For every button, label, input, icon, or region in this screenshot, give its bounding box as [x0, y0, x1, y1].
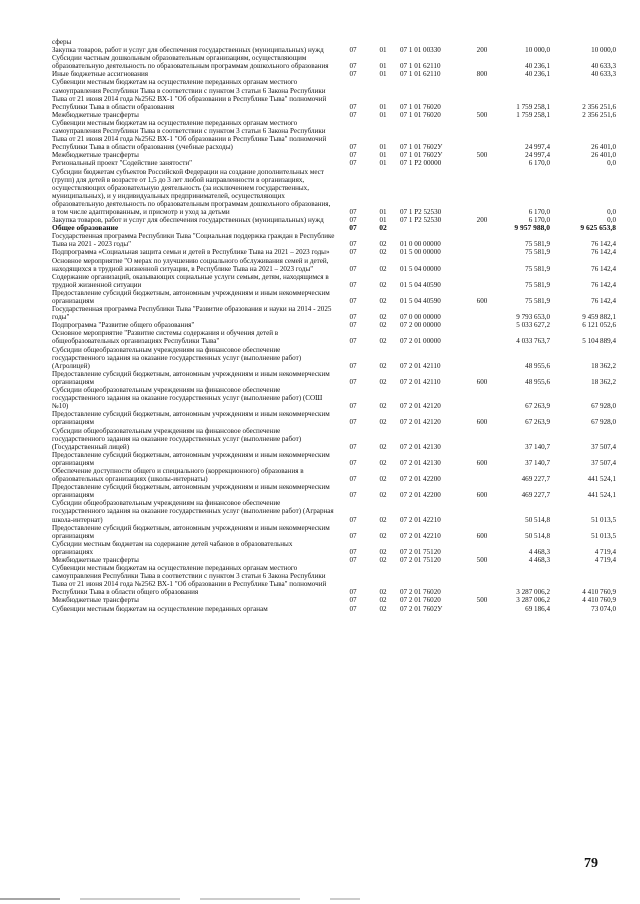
row-name: Предоставление субсидий бюджетным, автономным учреждениям и иным некоммерческим организациям [52, 450, 330, 467]
row-subsection-code: 02 [379, 531, 387, 540]
row-subsection-code: 02 [379, 280, 387, 289]
row-section-code: 07 [349, 604, 357, 613]
row-expense-type [468, 257, 496, 273]
row-name: Обеспечение доступности общего и специального (коррекционного) образования в образовательных организациях (школы-интернаты) [52, 466, 304, 484]
row-target-article: 07 1 01 7602У [400, 151, 443, 160]
row-expense-type [468, 159, 496, 167]
row-name: Субвенции местным бюджетам на осуществление переданных органам [52, 604, 268, 613]
row-section-code: 07 [349, 223, 357, 233]
row-section-code: 07 [349, 70, 357, 79]
table-row [52, 370, 616, 386]
row-name: Субсидии местным бюджетам на содержание детей чабанов в образовательных организациях [52, 539, 293, 556]
row-section-code: 07 [349, 402, 357, 411]
row-amount-year-1: 50 514,8 [525, 531, 550, 540]
row-expense-type: 500 [476, 556, 488, 564]
row-expense-type: 800 [476, 70, 488, 79]
row-target-article: 07 0 00 00000 [400, 313, 441, 322]
row-amount-year-2: 441 524,1 [587, 475, 616, 484]
row-name: Основное мероприятие "Развитие системы содержания и обучения детей в общеобразовательных организациях Республики Тыва" [52, 329, 279, 346]
row-amount-year-1: 10 000,0 [525, 46, 550, 55]
row-amount-year-2: 9 625 653,8 [580, 223, 616, 233]
table-row [52, 224, 616, 232]
row-section-code: 07 [349, 143, 357, 152]
row-subsection-code: 02 [379, 547, 387, 556]
row-expense-type [468, 168, 496, 217]
row-name: Субсидии частным дошкольным образовательным организациям, осуществляющим образовательную деятельность по образовательным программам дошкольного образования [52, 54, 329, 71]
row-expense-type: 600 [476, 418, 488, 427]
row-expense-type [468, 499, 496, 523]
row-subsection-code: 02 [379, 402, 387, 411]
row-subsection-code: 02 [379, 240, 387, 249]
table-row [52, 410, 616, 426]
row-subsection-code: 02 [379, 458, 387, 467]
table-row [52, 605, 616, 613]
row-name: сферы [52, 38, 72, 46]
row-subsection-code: 02 [379, 596, 387, 605]
row-name: Предоставление субсидий бюджетным, автономным учреждениям и иным некоммерческим организациям [52, 288, 330, 305]
row-subsection-code: 02 [379, 223, 387, 233]
row-amount-year-1: 50 514,8 [525, 515, 550, 524]
row-amount-year-1: 37 140,7 [525, 458, 550, 467]
row-amount-year-2: 51 013,5 [591, 531, 616, 540]
row-target-article: 01 0 00 00000 [400, 240, 441, 249]
row-expense-type: 200 [476, 46, 488, 55]
row-subsection-code: 01 [379, 207, 387, 216]
row-target-article: 07 2 01 76020 [400, 588, 441, 597]
row-amount-year-1: 67 263,9 [525, 418, 550, 427]
row-section-code: 07 [349, 531, 357, 540]
table-row [52, 119, 616, 151]
row-name: Субсидии бюджетам субъектов Российской Федерации на создание дополнительных мест (групп) для детей в возрасте от 1,5 до 3 лет любой направленности в организациях, осуществляющих образовательную деятельность (за исключением государственных, муниципальных), и у индивидуальных предпринимателей, осуществляющих образовательную деятельность по образовательным программам дошкольного образования, в том числе адаптированным, и присмотр и уход за детьми [52, 167, 331, 216]
row-target-article: 07 1 01 62110 [400, 70, 441, 79]
row-amount-year-2: 76 142,4 [591, 248, 616, 257]
row-amount-year-1: 24 997,4 [525, 151, 550, 160]
row-subsection-code: 01 [379, 151, 387, 160]
row-target-article [398, 224, 468, 232]
row-subsection-code: 02 [379, 321, 387, 330]
row-amount-year-2: 40 633,3 [591, 70, 616, 79]
table-row [52, 159, 616, 167]
row-subsection-code: 01 [379, 102, 387, 111]
row-target-article: 07 2 01 42120 [400, 402, 441, 411]
row-expense-type [468, 605, 496, 613]
row-expense-type [468, 467, 496, 483]
row-target-article: 07 1 01 7602У [400, 143, 443, 152]
row-target-article: 07 1 01 76020 [400, 102, 441, 111]
table-row [52, 540, 616, 556]
table-row [52, 46, 616, 54]
row-target-article: 01 5 00 00000 [400, 248, 441, 257]
row-amount-year-1: 67 263,9 [525, 402, 550, 411]
table-row [52, 232, 616, 248]
row-target-article: 07 2 01 42110 [400, 361, 441, 370]
row-amount-year-1 [496, 38, 560, 46]
row-amount-year-1: 75 581,9 [525, 280, 550, 289]
row-subsection-code: 02 [379, 588, 387, 597]
row-expense-type [468, 346, 496, 370]
row-amount-year-2: 0,0 [607, 207, 616, 216]
row-subsection-code: 02 [379, 418, 387, 427]
footer-scan-lines [0, 893, 640, 904]
row-target-article: 07 2 01 7602У [400, 604, 443, 613]
row-subsection-code: 01 [379, 62, 387, 71]
row-amount-year-2: 51 013,5 [591, 515, 616, 524]
row-name: Субсидии общеобразовательным учреждениям на финансовое обеспечение государственного задания на оказание государственных услуг (выполнение работ) (Аграрная школа-интернат) [52, 499, 334, 524]
row-amount-year-2: 4 719,4 [594, 556, 616, 564]
row-subsection-code: 01 [379, 46, 387, 55]
table-row [52, 564, 616, 596]
row-amount-year-2: 67 928,0 [591, 418, 616, 427]
row-subsection-code: 02 [379, 313, 387, 322]
row-amount-year-2: 18 362,2 [591, 377, 616, 386]
row-amount-year-2: 4 410 760,9 [582, 588, 616, 597]
row-expense-type [468, 78, 496, 110]
table-row [52, 321, 616, 329]
row-name: Межбюджетные трансферты [52, 596, 139, 605]
row-target-article: 07 2 01 00000 [400, 337, 441, 346]
row-amount-year-1: 3 287 006,2 [516, 588, 550, 597]
row-amount-year-1: 69 186,4 [525, 604, 550, 613]
row-section-code: 07 [349, 337, 357, 346]
row-amount-year-2: 5 104 889,4 [582, 337, 616, 346]
row-amount-year-1: 75 581,9 [525, 248, 550, 257]
row-section-code: 07 [349, 110, 357, 119]
row-expense-type [468, 119, 496, 151]
row-amount-year-1: 4 468,3 [528, 547, 550, 556]
row-section-code: 07 [349, 159, 357, 168]
row-section-code: 07 [349, 442, 357, 451]
row-amount-year-2: 40 633,3 [591, 62, 616, 71]
row-amount-year-2: 26 401,0 [591, 143, 616, 152]
row-amount-year-1: 469 227,7 [521, 475, 550, 484]
row-subsection-code: 02 [379, 556, 387, 564]
row-expense-type: 500 [476, 151, 488, 160]
table-row [52, 168, 616, 217]
row-subsection-code: 02 [379, 475, 387, 484]
row-name: Предоставление субсидий бюджетным, автономным учреждениям и иным некоммерческим организациям [52, 410, 330, 427]
row-target-article: 07 2 01 75120 [400, 556, 441, 564]
row-expense-type [468, 386, 496, 410]
row-amount-year-2: 9 459 882,1 [582, 313, 616, 322]
row-section-code: 07 [349, 418, 357, 427]
row-target-article: 07 2 01 42120 [400, 418, 441, 427]
row-name: Подпрограмма «Социальная защита семьи и детей в Республике Тыва на 2021 – 2023 годы» [52, 248, 330, 257]
row-subsection-code: 01 [379, 110, 387, 119]
row-subsection-code: 02 [379, 264, 387, 273]
row-expense-type [468, 321, 496, 329]
row-section-code: 07 [349, 377, 357, 386]
row-expense-type: 200 [476, 216, 488, 225]
row-expense-type [468, 305, 496, 321]
row-amount-year-1: 40 236,1 [525, 70, 550, 79]
row-target-article: 07 2 01 42210 [400, 515, 441, 524]
row-name: Субвенции местным бюджетам на осуществление переданных органам местного самоуправления Республики Тыва в соответствии с пунктом 3 статьи 6 Закона Республики Тыва от 21 июня 2014 года №2562 ВХ-1 "Об образовании в Республике Тыва" полномочий Республики Тыва в области общего образования [52, 564, 327, 597]
row-subsection-code: 01 [379, 70, 387, 79]
row-expense-type [468, 329, 496, 345]
row-name: Подпрограмма "Развитие общего образования" [52, 321, 195, 330]
row-section-code: 07 [349, 458, 357, 467]
row-target-article: 07 2 01 76020 [400, 596, 441, 605]
budget-table-body [52, 38, 616, 613]
row-amount-year-2: 37 507,4 [591, 458, 616, 467]
row-section-code: 07 [349, 151, 357, 160]
row-amount-year-1: 75 581,9 [525, 297, 550, 305]
row-section-code: 07 [349, 264, 357, 273]
row-section-code: 07 [349, 62, 357, 71]
row-amount-year-1: 48 955,6 [525, 361, 550, 370]
row-amount-year-2: 76 142,4 [591, 240, 616, 249]
row-subsection-code: 02 [379, 442, 387, 451]
row-subsection-code: 02 [379, 515, 387, 524]
row-expense-type: 500 [476, 110, 488, 119]
row-amount-year-2: 76 142,4 [591, 264, 616, 273]
row-name: Региональный проект "Содействие занятости" [52, 159, 193, 168]
table-row [52, 78, 616, 110]
row-amount-year-1: 469 227,7 [521, 491, 550, 500]
row-section-code: 07 [349, 207, 357, 216]
row-amount-year-1: 4 468,3 [528, 556, 550, 564]
row-section-code: 07 [349, 280, 357, 289]
row-target-article: 07 2 00 00000 [400, 321, 441, 330]
table-row [52, 499, 616, 523]
row-target-article: 07 2 01 42210 [400, 531, 441, 540]
row-target-article: 07 1 01 76020 [400, 110, 441, 119]
row-name: Субсидии общеобразовательным учреждениям на финансовое обеспечение государственного задания на оказание государственных услуг (выполнение работ) (СОШ №10) [52, 386, 323, 411]
row-amount-year-2: 4 410 760,9 [582, 596, 616, 605]
row-amount-year-2: 18 362,2 [591, 361, 616, 370]
row-amount-year-2: 76 142,4 [591, 280, 616, 289]
table-row [52, 70, 616, 78]
row-target-article [398, 38, 468, 46]
row-amount-year-1: 75 581,9 [525, 240, 550, 249]
row-amount-year-2: 2 356 251,6 [582, 102, 616, 111]
row-amount-year-2: 26 401,0 [591, 151, 616, 160]
row-target-article: 07 2 01 42200 [400, 475, 441, 484]
row-name: Предоставление субсидий бюджетным, автономным учреждениям и иным некоммерческим организациям [52, 523, 330, 540]
row-amount-year-1: 4 033 763,7 [516, 337, 550, 346]
row-target-article: 07 1 01 62110 [400, 62, 441, 71]
row-amount-year-1: 3 287 006,2 [516, 596, 550, 605]
row-name: Государственная программа Республики Тыва "Развитие образования и науки на 2014 - 2025 годы" [52, 305, 332, 322]
row-name: Иные бюджетные ассигнования [52, 70, 149, 79]
row-expense-type [468, 232, 496, 248]
row-section-code: 07 [349, 248, 357, 257]
row-section-code: 07 [349, 321, 357, 330]
row-target-article: 07 2 01 42130 [400, 442, 441, 451]
table-row [52, 556, 616, 564]
table-row [52, 111, 616, 119]
row-subsection-code: 02 [379, 297, 387, 305]
row-amount-year-1: 75 581,9 [525, 264, 550, 273]
row-section-code: 07 [349, 556, 357, 564]
row-section-code: 07 [349, 515, 357, 524]
row-amount-year-1: 1 759 258,1 [516, 102, 550, 111]
row-amount-year-1: 9 793 653,0 [516, 313, 550, 322]
row-section-code: 07 [349, 475, 357, 484]
row-name: Субсидии общеобразовательным учреждениям на финансовое обеспечение государственного задания на оказание государственных услуг (выполнение работ) (Государственный лицей) [52, 426, 302, 451]
table-row [52, 38, 616, 46]
table-row [52, 257, 616, 273]
row-name: Закупка товаров, работ и услуг для обеспечения государственных (муниципальных) нужд [52, 216, 324, 225]
table-row [52, 524, 616, 540]
row-amount-year-2: 67 928,0 [591, 402, 616, 411]
row-expense-type: 600 [476, 297, 488, 305]
row-subsection-code: 02 [379, 248, 387, 257]
row-target-article: 07 2 01 75120 [400, 547, 441, 556]
row-target-article: 07 2 01 42200 [400, 491, 441, 500]
row-section-code: 07 [349, 361, 357, 370]
row-target-article: 01 5 04 40590 [400, 280, 441, 289]
row-target-article: 01 5 04 40590 [400, 297, 441, 305]
table-row [52, 346, 616, 370]
row-amount-year-1: 6 170,0 [528, 207, 550, 216]
row-subsection-code: 02 [379, 361, 387, 370]
budget-table [52, 38, 616, 613]
row-name: Межбюджетные трансферты [52, 151, 139, 160]
row-section-code: 07 [349, 596, 357, 605]
row-target-article: 07 1 P2 00000 [400, 159, 442, 168]
row-amount-year-1: 24 997,4 [525, 143, 550, 152]
row-amount-year-2: 0,0 [607, 216, 616, 225]
table-row [52, 483, 616, 499]
row-expense-type [468, 38, 496, 46]
row-section-code: 07 [349, 240, 357, 249]
row-amount-year-1: 6 170,0 [528, 159, 550, 168]
row-section-code: 07 [349, 491, 357, 500]
row-name: Государственная программа Республики Тыва "Социальная поддержка граждан в Республике Тыва на 2021 - 2023 годы" [52, 232, 335, 249]
row-amount-year-2: 76 142,4 [591, 297, 616, 305]
row-subsection-code [368, 38, 398, 46]
row-amount-year-2: 0,0 [607, 159, 616, 168]
row-target-article: 07 1 P2 52530 [400, 216, 442, 225]
table-row [52, 151, 616, 159]
row-target-article: 01 5 04 00000 [400, 264, 441, 273]
row-amount-year-2: 37 507,4 [591, 442, 616, 451]
table-row [52, 329, 616, 345]
table-row [52, 248, 616, 256]
row-expense-type [468, 564, 496, 596]
row-target-article: 07 1 P2 52530 [400, 207, 442, 216]
row-section-code: 07 [349, 588, 357, 597]
row-amount-year-2 [560, 38, 616, 46]
row-amount-year-1: 40 236,1 [525, 62, 550, 71]
row-name: Межбюджетные трансферты [52, 110, 139, 119]
row-amount-year-2: 6 121 052,6 [582, 321, 616, 330]
row-expense-type [468, 248, 496, 256]
table-row [52, 305, 616, 321]
table-row [52, 451, 616, 467]
row-name: Основное мероприятие "О мерах по улучшению социального обслуживания семей и детей, находящихся в трудной жизненной ситуации, в Республике Тыва на 2021 – 2023 годы" [52, 256, 329, 273]
row-subsection-code: 01 [379, 143, 387, 152]
table-row [52, 54, 616, 70]
row-amount-year-1: 9 957 988,0 [514, 223, 550, 233]
page-number: 79 [584, 856, 598, 871]
row-name: Субсидии общеобразовательным учреждениям на финансовое обеспечение государственного задания на оказание государственных услуг (выполнение работ) (Агролицей) [52, 345, 302, 370]
row-name: Закупка товаров, работ и услуг для обеспечения государственных (муниципальных) нужд [52, 46, 324, 55]
row-name: Предоставление субсидий бюджетным, автономным учреждениям и иным некоммерческим организациям [52, 483, 330, 500]
row-section-code: 07 [349, 216, 357, 225]
row-amount-year-1: 48 955,6 [525, 377, 550, 386]
row-target-article: 07 2 01 42130 [400, 458, 441, 467]
row-section-code: 07 [349, 297, 357, 305]
table-row [52, 467, 616, 483]
row-name: Содержание организаций, оказывающих социальные услуги семьям, детям, находящимся в трудной жизненной ситуации [52, 272, 329, 289]
row-expense-type [468, 54, 496, 70]
row-expense-type: 600 [476, 531, 488, 540]
row-expense-type [468, 540, 496, 556]
row-expense-type: 600 [476, 491, 488, 500]
table-row [52, 427, 616, 451]
row-section-code: 07 [349, 102, 357, 111]
row-target-article: 07 2 01 42110 [400, 377, 441, 386]
row-subsection-code: 02 [379, 337, 387, 346]
row-expense-type [468, 427, 496, 451]
row-section-code [338, 38, 368, 46]
row-subsection-code: 02 [379, 604, 387, 613]
table-row [52, 596, 616, 604]
row-expense-type: 500 [476, 596, 488, 605]
row-expense-type [468, 273, 496, 289]
row-expense-type: 600 [476, 377, 488, 386]
row-amount-year-1: 5 033 627,2 [516, 321, 550, 330]
row-target-article: 07 1 01 00330 [400, 46, 441, 55]
row-name: Субвенции местным бюджетам на осуществление переданных органам местного самоуправления Республики Тыва в соответствии с пунктом 3 статьи 6 Закона Республики Тыва от 21 июня 2014 года №2562 ВХ-1 "Об образовании в Республике Тыва" полномочий Республики Тыва в области образования (учебные расходы) [52, 118, 327, 152]
row-amount-year-2: 2 356 251,6 [582, 110, 616, 119]
row-name: Межбюджетные трансферты [52, 556, 139, 564]
table-row [52, 289, 616, 305]
row-subsection-code: 01 [379, 216, 387, 225]
row-amount-year-1: 6 170,0 [528, 216, 550, 225]
row-section-code: 07 [349, 313, 357, 322]
row-amount-year-2: 73 074,0 [591, 604, 616, 613]
row-section-code: 07 [349, 547, 357, 556]
row-expense-type: 600 [476, 458, 488, 467]
row-expense-type [468, 224, 496, 232]
row-subsection-code: 01 [379, 159, 387, 168]
row-amount-year-1: 37 140,7 [525, 442, 550, 451]
row-amount-year-1: 1 759 258,1 [516, 110, 550, 119]
table-row [52, 273, 616, 289]
row-amount-year-2: 10 000,0 [591, 46, 616, 55]
row-amount-year-2: 441 524,1 [587, 491, 616, 500]
row-name: Общее образование [52, 223, 119, 233]
row-name: Субвенции местным бюджетам на осуществление переданных органам местного самоуправления Республики Тыва в соответствии с пунктом 3 статьи 6 Закона Республики Тыва от 21 июня 2014 года №2562 ВХ-1 "Об образовании в Республике Тыва" полномочий Республики Тыва в области образования [52, 78, 327, 111]
table-row [52, 386, 616, 410]
row-subsection-code: 02 [379, 491, 387, 500]
row-amount-year-2: 4 719,4 [594, 547, 616, 556]
row-section-code: 07 [349, 46, 357, 55]
row-name: Предоставление субсидий бюджетным, автономным учреждениям и иным некоммерческим организациям [52, 369, 330, 386]
row-subsection-code: 02 [379, 377, 387, 386]
